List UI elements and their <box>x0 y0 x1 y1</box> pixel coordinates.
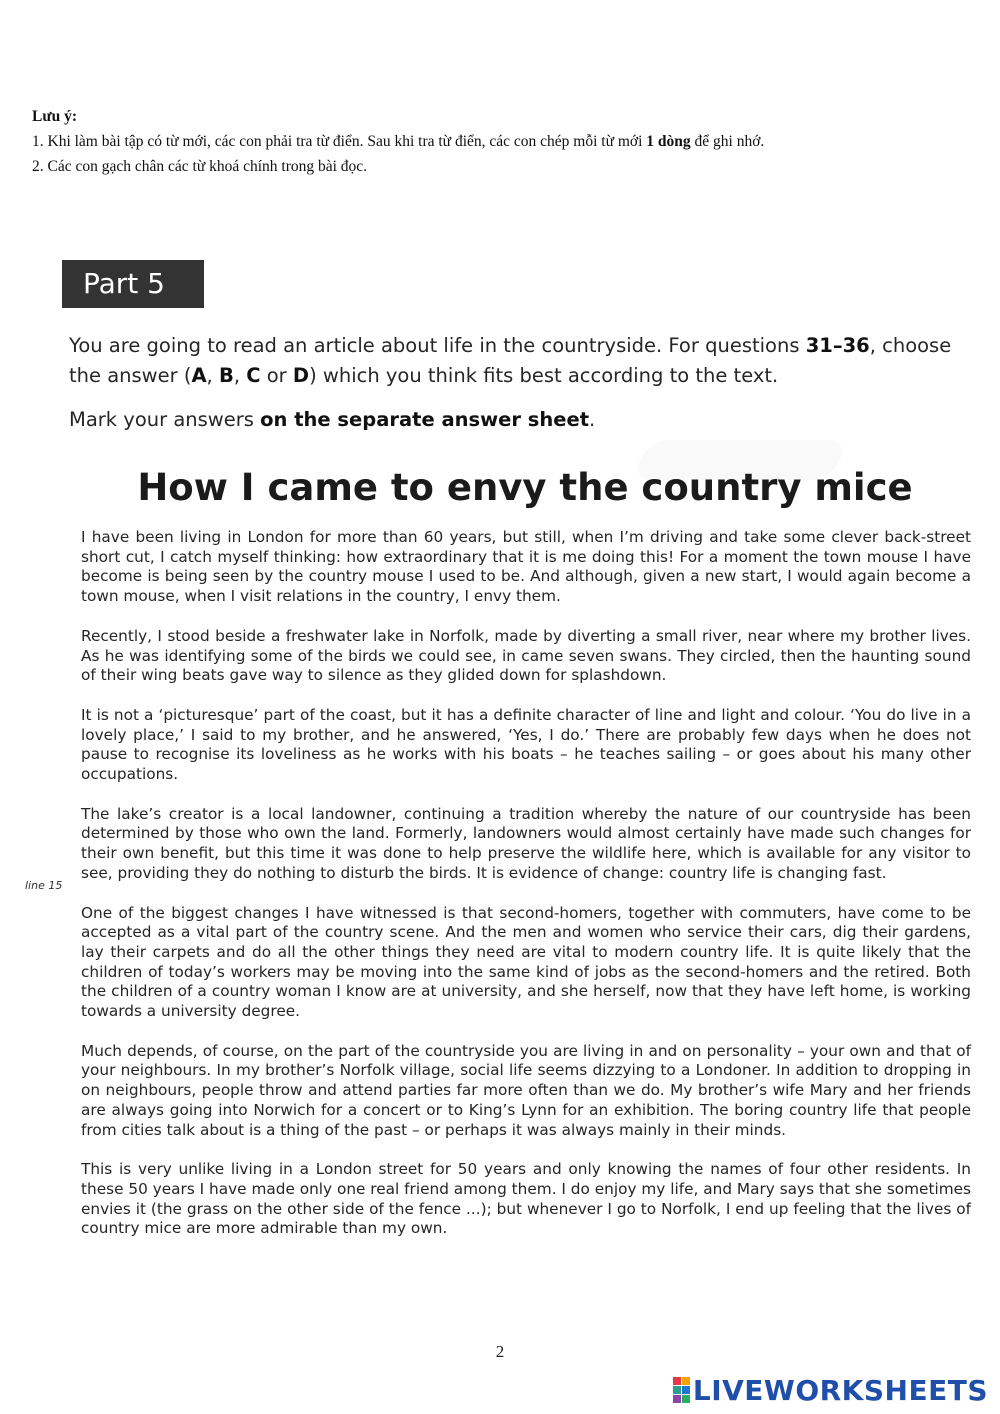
part-label: Part 5 <box>62 260 204 308</box>
article-paragraph: Recently, I stood beside a freshwater lake in Norfolk, made by diverting a small river, near where my brother lives. As he was identifying some of the birds we could see, in came seven swans. They circled, then the haunting sound of their wing beats gave way to silence as they glided down for splashdown. <box>81 626 971 685</box>
article-title: How I came to envy the country mice <box>137 466 913 509</box>
note-section <box>32 104 972 179</box>
instructions-questions: You are going to read an article about life in the countryside. For questions 31–36, choose the answer (A, B, C or D) which you think fits best according to the text. <box>69 334 952 387</box>
article-paragraph: This is very unlike living in a London street for 50 years and only knowing the names of four other residents. In these 50 years I have made only one real friend among them. I do enjoy my life, and Mary says that she sometimes envies it (the grass on the other side of the fence ...); but whenever I go to Norfolk, I end up feeling that the lives of country mice are more admirable than my own. <box>81 1160 971 1238</box>
article-paragraph: It is not a ‘picturesque’ part of the coast, but it has a definite character of line and light and colour. ‘You do live in a lovely place,’ I said to my brother, and he answered, ‘Yes, I do.’ There are probably few days when he does not pause to recognise its loveliness as he works with his boats – he teaches sailing – or goes about his many other occupations. <box>81 705 971 784</box>
article-paragraph: I have been living in London for more than 60 years, but still, when I’m driving and take some clever back-street short cut, I catch myself thinking: how extraordinary that it is me doing this! For a moment the town mouse I have become is being seen by the country mouse I used to be. And although, given a new start, I would again become a town mouse, when I visit relations in the country, I envy them. <box>81 528 971 606</box>
article-paragraph: Much depends, of course, on the part of the countryside you are living in and on personality – your own and that of your neighbours. In my brother’s Norfolk village, social life seems dizzying to a Londoner. In addition to dropping in on neighbours, people throw and attend parties far more often than we do. My brother’s wife Mary and her friends are always going into Norwich for a concert or to King’s Lynn for an exhibition. The boring country life that people from cities talk about is a thing of the past – or perhaps it was always mainly in their minds. <box>81 1041 971 1139</box>
instructions-answer-sheet: Mark your answers on the separate answer sheet. <box>69 408 596 431</box>
note-title: Lưu ý: <box>32 108 78 125</box>
note-line-1: 1. Khi làm bài tập có từ mới, các con phải tra từ điển. Sau khi tra từ điển, các con chép mỗi từ mới 1 dòng để ghi nhớ. <box>32 133 765 150</box>
article-body <box>81 528 971 1259</box>
liveworksheets-logo-text: LIVEWORKSHEETS <box>692 1373 988 1407</box>
note-line-2: 2. Các con gạch chân các từ khoá chính trong bài đọc. <box>32 158 368 175</box>
page-number: 2 <box>495 1342 505 1361</box>
article-paragraph: The lake’s creator is a local landowner, continuing a tradition whereby the nature of our countryside has been determined by those who own the land. Formerly, landowners would almost certainly have made such changes for their own benefit, but this time it was done to help preserve the wildlife here, which is available for any visitor to see, providing they do nothing to disturb the birds. It is evidence of change: country life is changing fast. <box>81 804 971 882</box>
line-15-label: line 15 <box>25 879 63 892</box>
liveworksheets-logo[interactable] <box>673 1373 988 1407</box>
liveworksheets-logo-icon <box>673 1377 690 1403</box>
article-paragraph: One of the biggest changes I have witnessed is that second-homers, together with commuters, have come to be accepted as a vital part of the country scene. And the men and women who service their cars, dig their gardens, lay their carpets and do all the other things they need are vital to modern country life. It is quite likely that the children of today’s workers may be moving into the same kind of jobs as the second-homers and the retired. Both the children of a country woman I know are at university, and she herself, now that they have left home, is working towards a university degree. <box>81 903 971 1021</box>
note-line-1-bold: 1 dòng <box>646 133 691 150</box>
